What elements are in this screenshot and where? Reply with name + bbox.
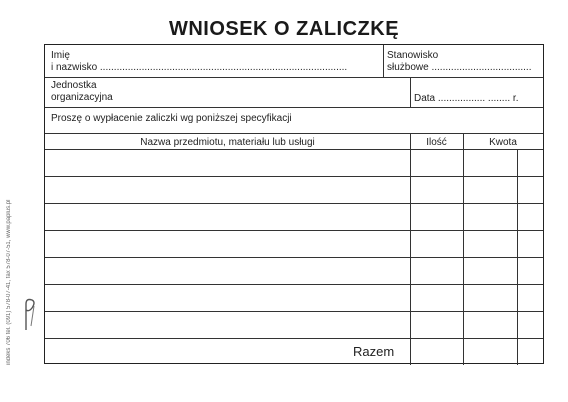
row-divider — [45, 77, 543, 78]
table-row[interactable] — [45, 257, 543, 258]
header-divider — [45, 149, 543, 150]
printer-info-text: indeks 706 tel. (091) 578-07-41, fax 578-07-51, www.paplus.pl — [6, 199, 12, 365]
header-quantity: Ilość — [426, 137, 447, 148]
table-row[interactable] — [45, 230, 543, 231]
name-label: Imię — [51, 50, 70, 61]
position-field[interactable]: służbowe .................................... — [387, 62, 532, 73]
cents-column-divider — [517, 149, 518, 365]
table-row[interactable] — [45, 176, 543, 177]
date-field[interactable]: Data ................. ........ r. — [414, 93, 519, 104]
table-row[interactable] — [45, 203, 543, 204]
unit-label: Jednostka — [51, 80, 97, 91]
total-label: Razem — [353, 344, 395, 359]
row-divider — [45, 107, 543, 108]
name-position-divider — [383, 45, 384, 77]
unit-field[interactable]: organizacyjna — [51, 92, 113, 103]
header-item-name: Nazwa przedmiotu, materiału lub usługi — [140, 137, 315, 148]
table-row[interactable] — [45, 311, 543, 312]
quantity-column-divider — [410, 133, 411, 365]
amount-column-divider — [463, 133, 464, 365]
table-row[interactable] — [45, 284, 543, 285]
form-title: WNIOSEK O ZALICZKĘ — [168, 18, 400, 40]
request-text: Proszę o wypłacenie zaliczki wg poniższej specyfikacji — [51, 113, 292, 124]
printer-info — [6, 150, 18, 365]
position-label: Stanowisko — [387, 50, 439, 61]
table-row[interactable] — [45, 338, 543, 339]
name-field[interactable]: i nazwisko ......................................................................................... — [51, 62, 348, 73]
unit-date-divider — [410, 77, 411, 107]
advance-request-form — [44, 44, 544, 364]
row-divider — [45, 133, 543, 134]
papirus-logo-icon — [22, 296, 38, 332]
header-amount: Kwota — [489, 137, 517, 148]
